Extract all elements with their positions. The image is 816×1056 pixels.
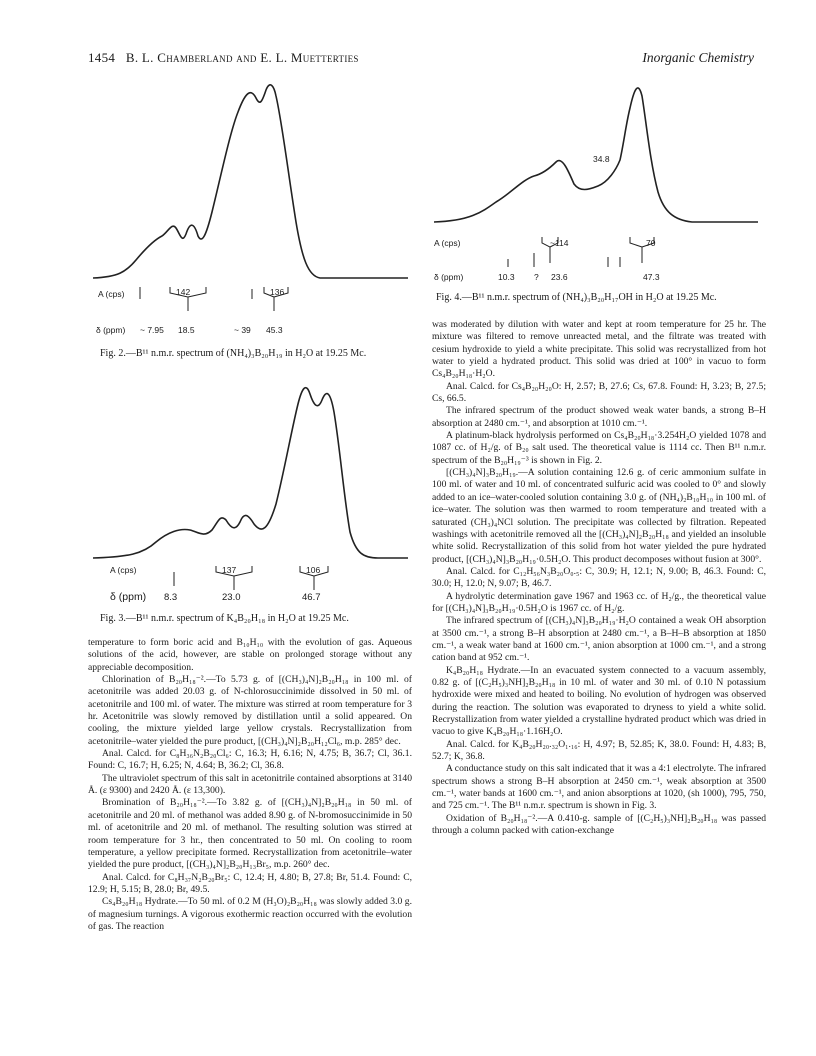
fig4-delta-value: ? <box>534 272 539 282</box>
paragraph: The ultraviolet spectrum of this salt in acetonitrile contained absorptions at 3140 Å. (ε 9300) and 2420 Å. (ε 13,300). <box>88 772 412 797</box>
fig4-spectrum <box>430 72 764 232</box>
paragraph: [(CH₃)₄N]₃B₂₀H₁₉.—A solution containing 12.6 g. of ceric ammonium sulfate in 100 ml. of water and 10 ml. of concentrated sulfuric acid was cooled to 0° and slowly added to an ice–water-cooled solution containing 3.0 g. of (NH₄)₂B₁₀H₁₀ in 100 ml. of ice–water. The solution was then warmed to room temperature and treated with a saturated (CH₃)₄NCl solution. The precipitate was collected by filtration. Repeated washings with acetonitrile removed all the [(CH₃)₄N]₂B₂₀H₁₈ and yielded an insoluble white solid. Recrystallization of this solid from hot water yielded the pure hydrated product, [(CH₃)₄N]₃B₂₀H₁₉·0.5H₂O. This product decomposes without fusion at 300°. <box>432 467 766 565</box>
fig3-a-axis-label: A (cps) <box>110 565 137 575</box>
fig4-delta-value: 47.3 <box>643 272 660 282</box>
fig3-delta-axis-label: δ (ppm) <box>110 591 147 603</box>
paragraph: A platinum-black hydrolysis performed on Cs₄B₂₀H₁₈·3.254H₂O yielded 1078 and 1087 cc. of H₂/g. of B₂₀ salt used. The theoretical value is 1114 cc. Then B¹¹ n.m.r. spectrum of the B₂₀H₁₉⁻³ is shown in Fig. 2. <box>432 430 766 466</box>
fig3-a-value: 137 <box>222 565 237 575</box>
paragraph: K₄B₂₀H₁₈ Hydrate.—In an evacuated system connected to a vacuum assembly, 0.82 g. of [(C₂H₅)₃NH]₂B₂₀H₁₈ in 10 ml. of water and 30 ml. of 0.10 N potassium hydroxide were mixed and heated to boiling. No evolution of hydrogen was observed during the reaction. The solution was evaporated to dryness to yield a white solid. Recrystallization from water yielded a crystalline hydrated product which was dried in vacuo to give K₄B₂₀H₁₈·1.16H₂O. <box>432 664 766 738</box>
fig3-delta-value: 23.0 <box>222 592 241 603</box>
fig2-delta-value: 18.5 <box>178 325 195 335</box>
fig4-peak-label: 34.8 <box>593 154 610 164</box>
fig2-delta-value: ~ 7.95 <box>140 325 164 335</box>
fig2-trace <box>93 85 408 278</box>
paragraph: Bromination of B₂₀H₁₈⁻².—To 3.82 g. of [(CH₃)₄N]₂B₂₀H₁₈ in 50 ml. of acetonitrile and 20 ml. of methanol was added 8.90 g. of N-bromosuccinimide in 50 ml. of acetonitrile and 20 ml. of methanol. The resulting solution was stirred at room temperature for 3 hr., then concentrated to 50 ml. On cooling to room temperature, a yellow precipitate formed. Recrystallization from acetonitrile–water yielded the pure product, [(CH₃)₄N]₂B₂₀H₁₃Br₅, m.p. 260° dec. <box>88 797 412 871</box>
paragraph: The infrared spectrum of [(CH₃)₄N]₃B₂₀H₁₉·H₂O contained a weak OH absorption at 3500 cm.⁻¹, a strong B–H absorption at 2480 cm.⁻¹, a B–H–B absorption at 1850 cm.⁻¹, a weak water band at 1600 cm.⁻¹, anion absorption at 1000 cm.⁻¹, and a strong cation band at 952 cm.⁻¹. <box>432 615 766 664</box>
paragraph: Anal. Calcd. for C₈H₃₆N₂B₂₀Cl₆: C, 16.3; H, 6.16; N, 4.75; B, 36.7; Cl, 36.1. Found: C, 16.7; H, 6.25; N, 4.64; B, 36.2; Cl, 36.8. <box>88 748 412 772</box>
paragraph: The infrared spectrum of the product showed weak water bands, a strong B–H absorption at 2480 cm.⁻¹, and absorption at 1010 cm.⁻¹. <box>432 405 766 429</box>
paragraph: A hydrolytic determination gave 1967 and 1963 cc. of H₂/g., the theoretical value for [(CH₃)₄N]₃B₂₀H₁₉·0.5H₂O is 1967 cc. of H₂/g. <box>432 590 766 614</box>
author-line: B. L. Chamberland and E. L. Muetterties <box>125 50 359 65</box>
paragraph: temperature to form boric acid and B₁₀H₁₀ with the evolution of gas. Aqueous solutions of the acid, however, are stable on prolonged storage without any appreciable decomposition. <box>88 637 412 673</box>
paragraph: Oxidation of B₂₀H₁₈⁻².—A 0.410-g. sample of [(C₂H₅)₃NH]₂B₂₀H₁₈ was passed through a column packed with cation-exchange <box>432 812 766 837</box>
fig2-delta-value: 45.3 <box>266 325 283 335</box>
paragraph: Anal. Calcd. for Cs₄B₂₀H₂₀O: H, 2.57; B, 27.6; Cs, 67.8. Found: H, 3.23; B, 27.5; Cs, 66.5. <box>432 380 766 405</box>
fig4-a-value: ~114 <box>550 238 569 248</box>
fig4-a-value: 70 <box>646 238 656 248</box>
fig2-a-axis-label: A (cps) <box>98 289 125 299</box>
fig2-spectrum <box>88 72 414 290</box>
fig4-caption: Fig. 4.—B¹¹ n.m.r. spectrum of (NH₄)₃B₂₀H₁₇OH in H₂O at 19.25 Mc. <box>436 292 717 303</box>
fig4-delta-axis-label: δ (ppm) <box>434 272 464 282</box>
fig3-caption: Fig. 3.—B¹¹ n.m.r. spectrum of K₄B₂₀H₁₈ in H₂O at 19.25 Mc. <box>100 613 349 624</box>
page-number: 1454 <box>88 50 116 65</box>
fig2-delta-axis-label: δ (ppm) <box>96 325 126 335</box>
fig3-delta-value: 8.3 <box>164 592 178 603</box>
paragraph: Anal. Calcd. for C₁₂H₅₆N₃B₂₀O₀.₅: C, 30.9; H, 12.1; N, 9.00; B, 46.3. Found: C, 30.0; H, 12.0; N, 9.07; B, 46.7. <box>432 565 766 590</box>
paragraph: Cs₄B₂₀H₁₈ Hydrate.—To 50 ml. of 0.2 M (H₃O)₂B₂₀H₁₈ was slowly added 3.0 g. of magnesium turnings. A vigorous exothermic reaction occurred with the evolution of gas. The reaction <box>88 896 412 932</box>
fig2-assignments <box>88 283 414 323</box>
running-header-left <box>88 50 359 66</box>
paragraph: Chlorination of B₂₀H₁₈⁻².—To 5.73 g. of [(CH₃)₄N]₂B₂₀H₁₈ in 100 ml. of acetonitrile was added 20.03 g. of N-chlorosuccinimide dissolved in 50 ml. of acetonitrile and 100 ml. of water. The mixture was stirred at room temperature for 3 hr. Acetonitrile was slowly removed by distillation until a solid appeared. On cooling, the mixture yielded large yellow crystals. Recrystallization from acetonitrile–water yielded the pure product, [(CH₃)₄N]₂B₂₀H₁₂Cl₆, m.p. 285° dec. <box>88 674 412 747</box>
fig4-assignments <box>430 233 764 273</box>
fig3-delta-value: 46.7 <box>302 592 321 603</box>
paragraph: Anal. Calcd. for K₄B₂₀H₂₀.₃₂O₁.₁₆: H, 4.97; B, 52.85; K, 38.0. Found: H, 4.83; B, 52.7; K, 36.8. <box>432 738 766 763</box>
fig3-trace <box>93 388 408 558</box>
fig4-delta-value: 23.6 <box>551 272 568 282</box>
paragraph: Anal. Calcd. for C₈H₃₇N₂B₂₀Br₅: C, 12.4; H, 4.80; B, 27.8; Br, 51.4. Found: C, 12.9; H, 5.15; B, 28.0; Br, 49.5. <box>88 871 412 895</box>
fig4-a-axis-label: A (cps) <box>434 238 461 248</box>
paragraph: A conductance study on this salt indicated that it was a 4:1 electrolyte. The infrared spectrum shows a strong B–H absorption at 2450 cm.⁻¹, weak absorption at 3500 cm.⁻¹, water bands at 1600 cm.⁻¹, and anion absorptions at 1020, (sh 1000), 795, 750, and 725 cm.⁻¹. The B¹¹ n.m.r. spectrum is shown in Fig. 3. <box>432 763 766 812</box>
left-column-body <box>88 637 412 933</box>
journal-title: Inorganic Chemistry <box>642 50 754 65</box>
fig2-delta-value: ~ 39 <box>234 325 251 335</box>
fig2-a-value: 136 <box>270 287 285 297</box>
fig4-delta-value: 10.3 <box>498 272 515 282</box>
fig2-caption: Fig. 2.—B¹¹ n.m.r. spectrum of (NH₄)₃B₂₀H₁₉ in H₂O at 19.25 Mc. <box>100 348 367 359</box>
fig3-a-value: 106 <box>306 565 321 575</box>
fig3-spectrum <box>88 368 414 568</box>
paragraph: was moderated by dilution with water and kept at room temperature for 25 hr. The mixture was filtered to remove unreacted metal, and the filtrate was treated with cesium hydroxide to yield a white precipitate. This solid was recrystallized from hot water to yield a hydrated product. This solid was dried at 100° in vacuo to form Cs₄B₂₀H₁₈·H₂O. <box>432 319 766 380</box>
right-column-body <box>432 319 766 837</box>
fig2-a-value: 142 <box>176 287 191 297</box>
